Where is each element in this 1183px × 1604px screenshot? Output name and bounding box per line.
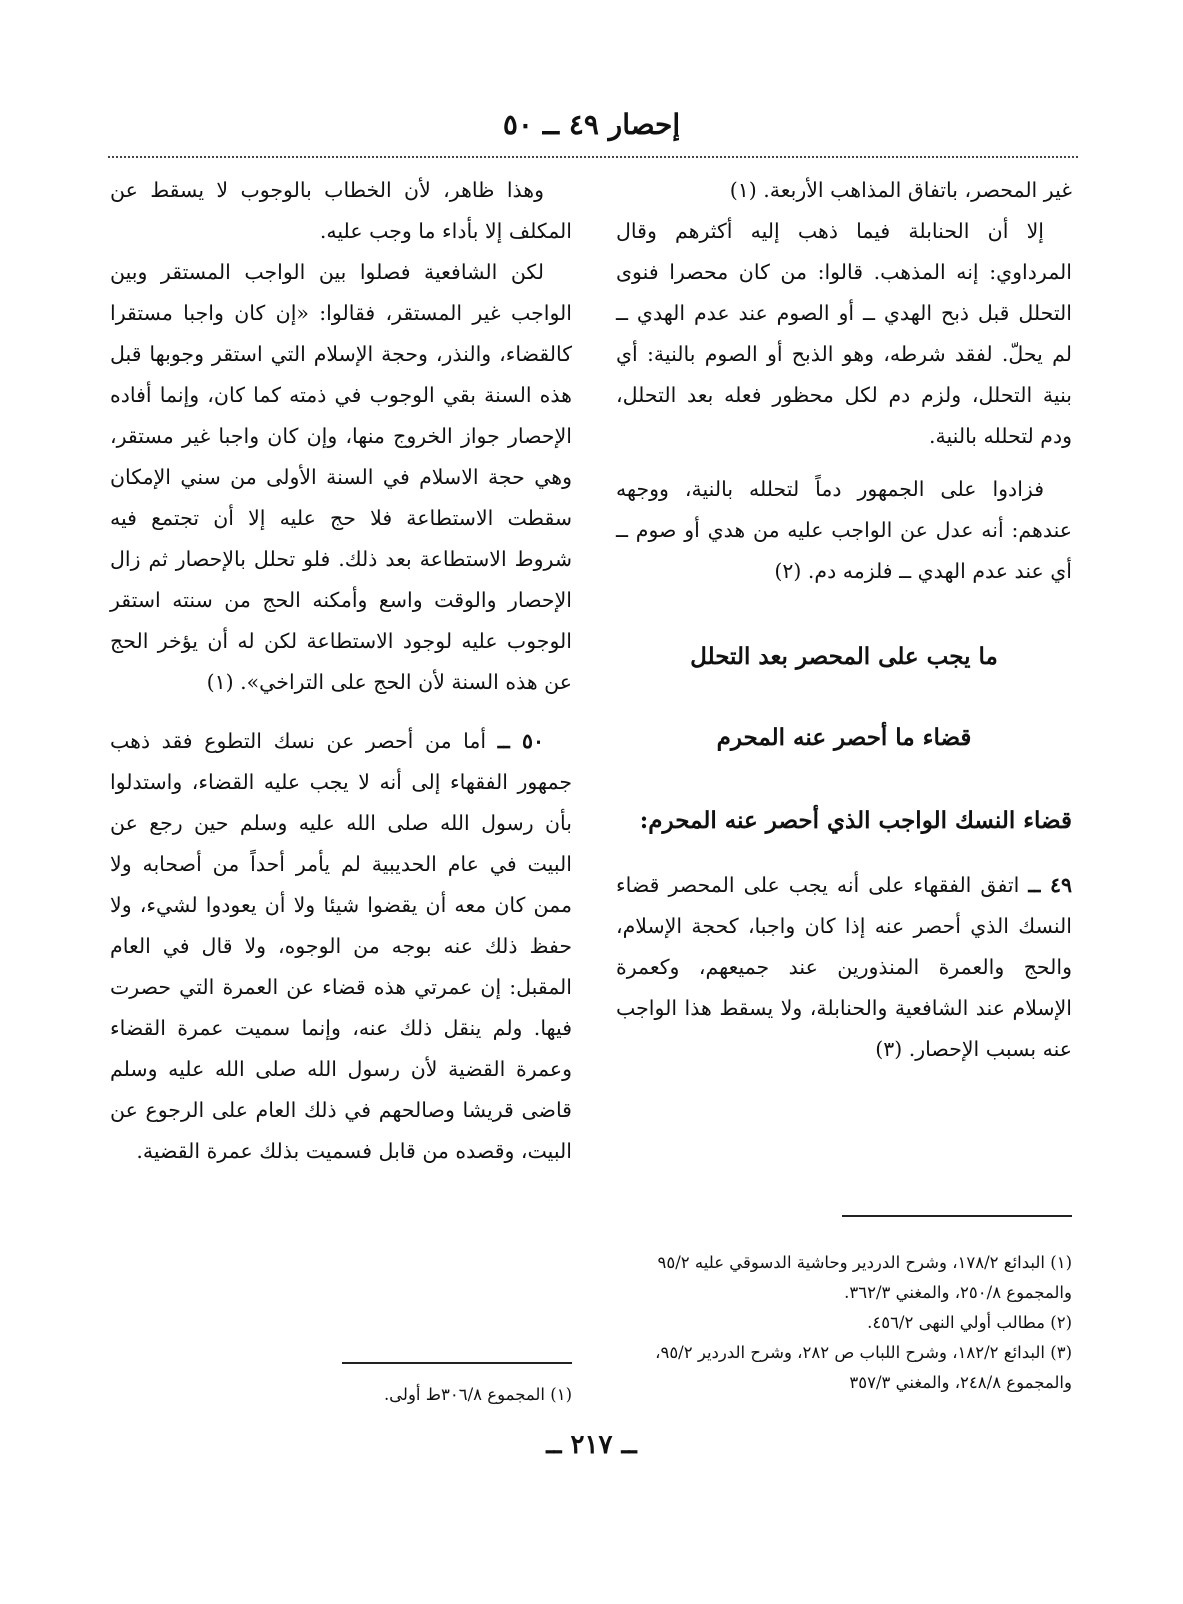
footnote-divider-left — [342, 1362, 572, 1364]
footnote-item: (١) المجموع ٣٠٦/٨ط أولى. — [383, 1385, 572, 1404]
right-paragraph-3: فزادوا على الجمهور دماً لتحلله بالنية، ووجهه عندهم: أنه عدل عن الواجب عليه من هدي أو صوم ــ أي عند عدم الهدي ــ فلزمه دم. (٢) — [616, 477, 1072, 583]
right-paragraph-2: إلا أن الحنابلة فيما ذهب إليه أكثرهم وقال المرداوي: إنه المذهب. قالوا: من كان محصرا فنوى التحلل قبل ذبح الهدي ــ أو الصوم عند عدم الهدي ــ لم يحلّ. لفقد شرطه، وهو الذبح أو الصوم بالنية: أي بنية التحلل، ولزم دم لكل محظور فعله بعد التحلل، ودم لتحلله بالنية. — [616, 219, 1072, 448]
page-number: ــ ٢١٧ ــ — [546, 1430, 637, 1460]
right-paragraph-49 — [616, 865, 1072, 1070]
section-heading-obligatory-rite: قضاء النسك الواجب الذي أحصر عنه المحرم: — [639, 807, 1072, 834]
header-divider — [108, 156, 1078, 158]
footnote-item: (٢) مطالب أولي النهى ٤٥٦/٢. — [867, 1313, 1072, 1332]
paragraph-50-text: أما من أحصر عن نسك التطوع فقد ذهب جمهور الفقهاء إلى أنه لا يجب عليه القضاء، واستدلوا بأن رسول الله صلى الله عليه وسلم حين رجع عن البيت في عام الحديبية لم يأمر أحداً من أصحابه ولا ممن كان معه أن يقضوا شيئا ولا أن يعودوا لشيء، ولا حفظ ذلك عنه بوجه من الوجوه، ولا قال في العام المقبل: إن عمرتي هذه قضاء عن العمرة التي حصرت فيها. ولم ينقل ذلك عنه، وإنما سميت عمرة القضاء وعمرة القضية لأن رسول الله صلى الله عليه وسلم قاضى قريشا وصالحهم في ذلك العام على الرجوع عن البيت، وقصده من قابل فسميت بذلك عمرة القضية. — [110, 729, 572, 1163]
footnote-item: (٣) البدائع ١٨٢/٢، وشرح اللباب ص ٢٨٢، وشرح الدردير ٩٥/٢، والمجموع ٢٤٨/٨، والمغني ٣٥٧/٣ — [655, 1343, 1072, 1392]
paragraph-number-50: ٥٠ ــ — [497, 729, 544, 753]
footnotes-left — [110, 1380, 572, 1410]
paragraph-number-49: ٤٩ ــ — [1028, 873, 1072, 897]
paragraph-49-text: اتفق الفقهاء على أنه يجب على المحصر قضاء النسك الذي أحصر عنه إذا كان واجبا، كحجة الإسلام، والحج والعمرة المنذورين عند جميعهم، وكعمرة الإسلام عند الشافعية والحنابلة، ولا يسقط هذا الواجب عنه بسبب الإحصار. (٣) — [616, 873, 1072, 1061]
footnote-divider-right — [842, 1215, 1072, 1217]
left-column — [110, 170, 572, 1172]
right-paragraph-1: غير المحصر، باتفاق المذاهب الأربعة. (١) — [729, 178, 1072, 202]
heading-obligation-after-release: ما يجب على المحصر بعد التحلل — [690, 643, 998, 670]
page-header-title: إحصار ٤٩ ــ ٥٠ — [502, 108, 681, 141]
left-paragraph-1: وهذا ظاهر، لأن الخطاب بالوجوب لا يسقط عن المكلف إلا بأداء ما وجب عليه. — [110, 178, 572, 243]
heading-making-up-missed-rite: قضاء ما أحصر عنه المحرم — [716, 724, 972, 751]
left-paragraph-50 — [110, 721, 572, 1172]
footnote-item: (١) البدائع ١٧٨/٢، وشرح الدردير وحاشية الدسوقي عليه ٩٥/٢ والمجموع ٢٥٠/٨، والمغني ٣٦٢/٣. — [657, 1253, 1072, 1302]
right-column — [616, 170, 1072, 1070]
left-paragraph-2: لكن الشافعية فصلوا بين الواجب المستقر وبين الواجب غير المستقر، فقالوا: «إن كان واجبا مستقرا كالقضاء، والنذر، وحجة الإسلام التي استقر وجوبها قبل هذه السنة بقي الوجوب في ذمته كما كان، وإنما أفاده الإحصار جواز الخروج منها، وإن كان واجبا غير مستقر، وهي حجة الاسلام في السنة الأولى من سني الإمكان سقطت الاستطاعة فلا حج عليه إلا أن تجتمع فيه شروط الاستطاعة بعد ذلك. فلو تحلل بالإحصار ثم زال الإحصار والوقت واسع وأمكنه الحج من سنته استقر الوجوب عليه لوجود الاستطاعة لكن له أن يؤخر الحج عن هذه السنة لأن الحج على التراخي». (١) — [110, 260, 572, 694]
footnotes-right — [616, 1248, 1072, 1398]
